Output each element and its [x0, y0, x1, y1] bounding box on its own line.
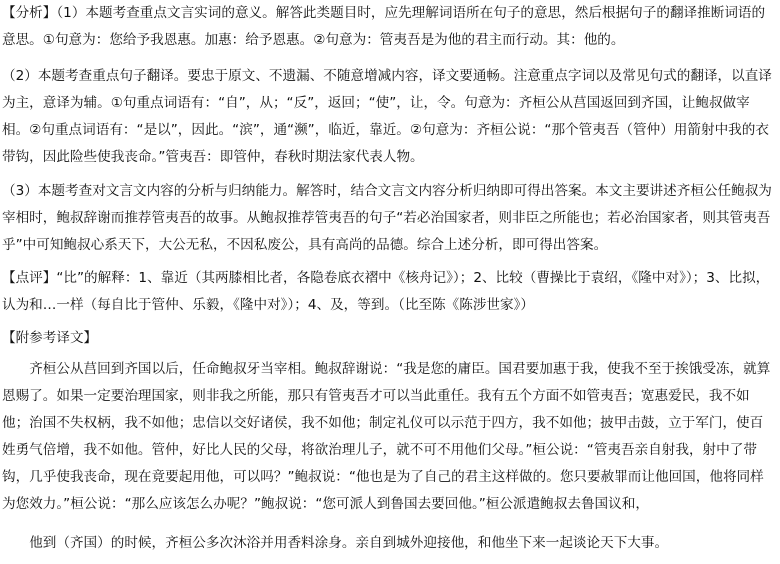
comment-paragraph — [2, 265, 774, 319]
translation-heading: 【附参考译文】 — [2, 330, 98, 346]
comment-text: “比”的解释：1、靠近（其两膝相比者，各隐卷底衣褶中《核舟记》）；2、比较（曹操比于袁绍，《隆中对》）；3、比拟，认为和…一样（每自比于管仲、乐毅，《隆中对》）；4、及，等到。（比至陈《陈涉世家》） — [2, 270, 770, 313]
analysis-paragraph — [2, 0, 774, 54]
comment-tag: 【点评】 — [2, 270, 57, 286]
analysis-tag: 【分析】 — [2, 5, 57, 21]
analysis-text: （1）本题考查重点文言实词的意义。解答此类题目时，应先理解词语所在句子的意思，然后根据句子的翻译推断词语的意思。①句意为：您给予我恩惠。加惠：给予恩惠。②句意为：管夷吾是为他的君主而行动。其：他的。 — [2, 5, 766, 48]
analysis-part-2: （2）本题考查重点句子翻译。要忠于原文、不遗漏、不随意增减内容，译文要通畅。注意重点字词以及常见句式的翻译，以直译为主，意译为辅。①句重点词语有：“自”，从；“反”，返回；“使”，让，令。句意为：齐桓公从莒国返回到齐国，让鲍叔做宰相。②句重点词语有：“是以”，因此。“滨”，通“濒”，临近，靠近。②句意为：齐桓公说：“那个管夷吾（管仲）用箭射中我的衣带钩，因此险些使我丧命。”管夷吾：即管仲，春秋时期法家代表人物。 — [2, 68, 772, 165]
translation-paragraph-2: 他到（齐国）的时候，齐桓公多次沐浴并用香料涂身。亲自到城外迎接他，和他坐下来一起谈论天下大事。 — [29, 535, 669, 551]
translation-paragraph-1: 齐桓公从莒回到齐国以后，任命鲍叔牙当宰相。鲍叔辞谢说：“我是您的庸臣。国君要加惠于我，使我不至于挨饿受冻，就算恩赐了。如果一定要治理国家，则非我之所能，那只有管夷吾才可以当此重任。我有五个方面不如管夷吾；宽惠爱民，我不如他；治国不失权柄，我不如他；忠信以交好诸侯，我不如他；制定礼仪可以示范于四方，我不如他；披甲击鼓，立于军门，使百姓勇气倍增，我不如他。管仲，好比人民的父母，将欲治理儿子，就不可不用他们父母。”桓公说：“管夷吾亲自射我，射中了带钩，几乎使我丧命，现在竟要起用他，可以吗？”鲍叔说：“他也是为了自己的君主这样做的。您只要赦罪而让他回国，他将同样为您效力。”桓公说：“那么应该怎么办呢？”鲍叔说：“您可派人到鲁国去要回他。”桓公派遣鲍叔去鲁国议和， — [2, 361, 771, 512]
analysis-part-3: （3）本题考查对文言文内容的分析与归纳能力。解答时，结合文言文内容分析归纳即可得出答案。本文主要讲述齐桓公任鲍叔为宰相时，鲍叔辞谢而推荐管夷吾的故事。从鲍叔推荐管夷吾的句子“若必治国家者，则非臣之所能也；若必治国家者，则其管夷吾乎”中可知鲍叔心系天下，大公无私，不因私废公，具有高尚的品德。综合上述分析，即可得出答案。 — [2, 183, 772, 253]
